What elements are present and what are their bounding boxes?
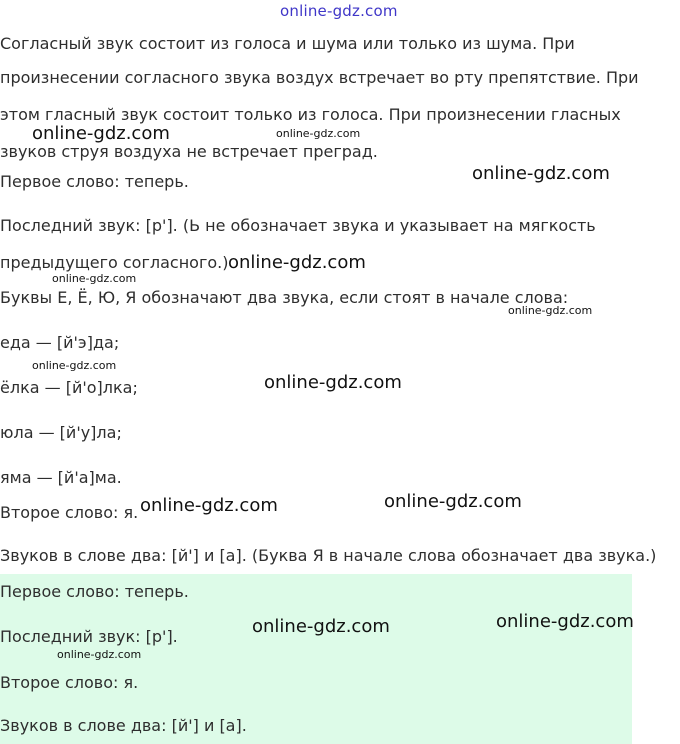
theory-line-1: Согласный звук состоит из голоса и шума или только из шума. При xyxy=(0,34,575,53)
example-line: еда — [й'э]да; xyxy=(0,333,120,352)
watermark: online-gdz.com xyxy=(57,648,142,661)
watermark: online-gdz.com xyxy=(140,495,278,516)
watermark: online-gdz.com xyxy=(276,127,361,140)
word1-last-sound-line1: Последний звук: [р']. (Ь не обозначает звука и указывает на мягкость xyxy=(0,216,596,235)
theory-line-3: этом гласный звук состоит только из голоса. При произнесении гласных xyxy=(0,105,621,124)
watermark: online-gdz.com xyxy=(32,359,117,372)
watermark: online-gdz.com xyxy=(264,372,402,393)
example-line: юла — [й'у]ла; xyxy=(0,423,122,442)
theory-line-2: произнесении согласного звука воздух встречает во рту препятствие. При xyxy=(0,68,639,87)
answer-last-sound: Последний звук: [р']. xyxy=(0,627,178,646)
site-logo: online-gdz.com xyxy=(280,2,398,20)
example-line: яма — [й'а]ма. xyxy=(0,468,122,487)
watermark: online-gdz.com xyxy=(384,491,522,512)
letters-rule: Буквы Е, Ё, Ю, Я обозначают два звука, если стоят в начале слова: xyxy=(0,288,569,307)
watermark: online-gdz.com xyxy=(496,611,634,632)
watermark: online-gdz.com xyxy=(32,123,170,144)
word2-sounds: Звуков в слове два: [й'] и [а]. (Буква Я в начале слова обозначает два звука.) xyxy=(0,546,657,565)
watermark: online-gdz.com xyxy=(252,616,390,637)
watermark: online-gdz.com xyxy=(508,304,593,317)
theory-line-4: звуков струя воздуха не встречает преград. xyxy=(0,142,378,161)
answer-first-word: Первое слово: теперь. xyxy=(0,582,189,601)
watermark: online-gdz.com xyxy=(228,252,366,273)
watermark: online-gdz.com xyxy=(472,163,610,184)
word1-title: Первое слово: теперь. xyxy=(0,172,189,191)
answer-sounds: Звуков в слове два: [й'] и [а]. xyxy=(0,716,247,735)
example-line: ёлка — [й'о]лка; xyxy=(0,378,138,397)
word1-last-sound-line2: предыдущего согласного.) xyxy=(0,253,229,272)
answer-second-word: Второе слово: я. xyxy=(0,673,139,692)
watermark: online-gdz.com xyxy=(52,272,137,285)
word2-title: Второе слово: я. xyxy=(0,503,139,522)
